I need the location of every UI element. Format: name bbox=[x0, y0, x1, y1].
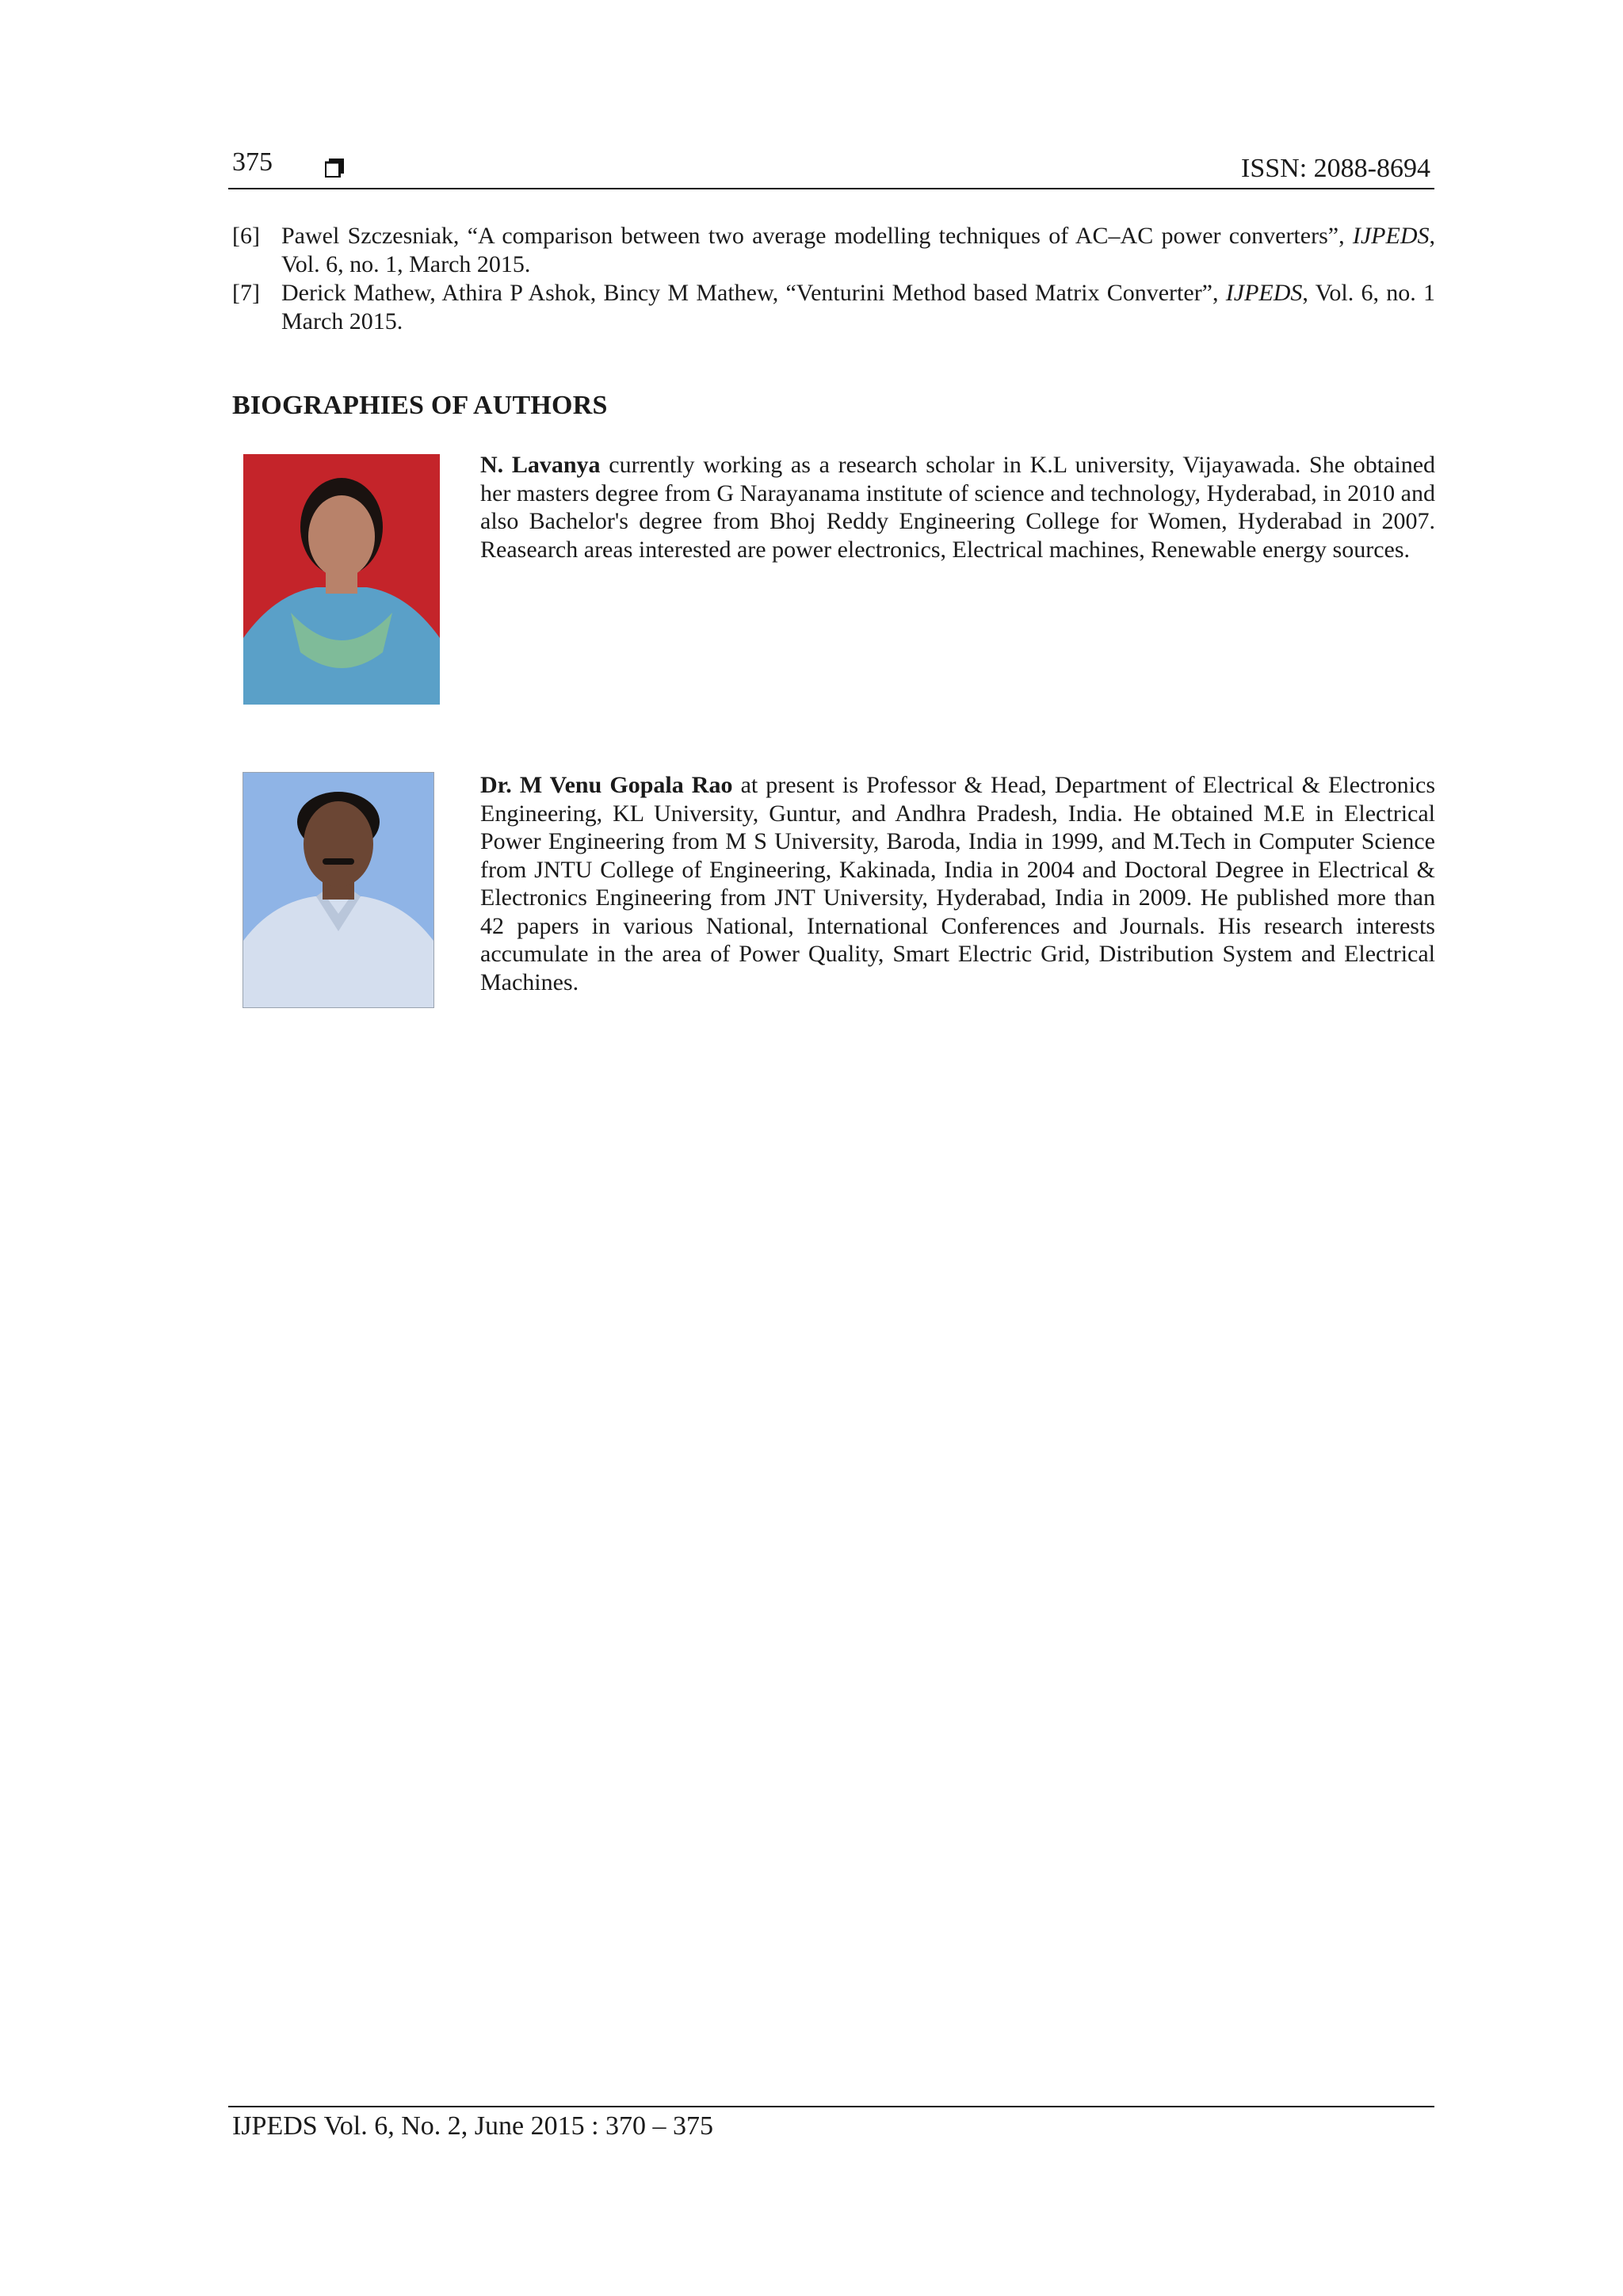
author-bio bbox=[480, 451, 1435, 563]
photo-clothing bbox=[243, 896, 433, 1007]
author-name: Dr. M Venu Gopala Rao bbox=[480, 772, 733, 798]
reference-citation: Derick Mathew, Athira P Ashok, Bincy M Mathew, “Venturini Method based Matrix Converter”, bbox=[281, 280, 1226, 306]
photo-face bbox=[308, 495, 375, 578]
reference-details: , Vol. 6, no. 1, March 2015. bbox=[281, 223, 1435, 277]
issn: ISSN: 2088-8694 bbox=[1241, 154, 1430, 183]
footer-rule bbox=[228, 2106, 1434, 2107]
footer-citation: IJPEDS Vol. 6, No. 2, June 2015 : 370 – 375 bbox=[232, 2111, 714, 2141]
author-photo bbox=[243, 773, 433, 1007]
header-rule bbox=[228, 188, 1434, 189]
reference-number: [6] bbox=[232, 223, 260, 249]
section-heading: BIOGRAPHIES OF AUTHORS bbox=[232, 391, 608, 420]
author-bio-text: currently working as a research scholar in K.L university, Vijayawada. She obtained her masters degree from G Narayanama institute of science and technology, Hyderabad, in 2010 and also Bachelor's degree from Bhoj Reddy Engineering College for Women, Hyderabad in 2007. Reasearch areas interested are power electronics, Electrical machines, Renewable energy sources. bbox=[480, 452, 1436, 563]
reference-number: [7] bbox=[232, 280, 260, 306]
reference-text bbox=[281, 222, 1435, 279]
reference-list bbox=[232, 222, 1435, 336]
reference-journal: IJPEDS bbox=[1225, 280, 1303, 306]
reference-item bbox=[232, 222, 1435, 279]
author-name: N. Lavanya bbox=[480, 452, 601, 478]
page-number: 375 bbox=[232, 147, 273, 177]
reference-journal: IJPEDS bbox=[1352, 223, 1430, 249]
square-icon bbox=[325, 159, 344, 178]
reference-text bbox=[281, 279, 1435, 336]
reference-details: , Vol. 6, no. 1 March 2015. bbox=[281, 280, 1436, 334]
reference-citation: Pawel Szczesniak, “A comparison between two average modelling techniques of AC–AC power converters”, bbox=[281, 223, 1353, 249]
author-photo bbox=[243, 454, 440, 705]
photo-mustache bbox=[323, 858, 354, 865]
reference-item bbox=[232, 279, 1435, 336]
photo-face bbox=[304, 801, 373, 887]
author-bio bbox=[480, 771, 1435, 996]
author-bio-text: at present is Professor & Head, Department of Electrical & Electronics Engineering, KL University, Guntur, and Andhra Pradesh, India. He obtained M.E in Electrical Power Engineering from M S University, Baroda, India in 1999, and M.Tech in Computer Science from JNTU College of Engineering, Kakinada, India in 2004 and Doctoral Degree in Electrical & Electronics Engineering from JNT University, Hyderabad, India in 2009. He published more than 42 papers in various National, International Conferences and Journals. His research interests accumulate in the area of Power Quality, Smart Electric Grid, Distribution System and Electrical Machines. bbox=[480, 772, 1435, 995]
